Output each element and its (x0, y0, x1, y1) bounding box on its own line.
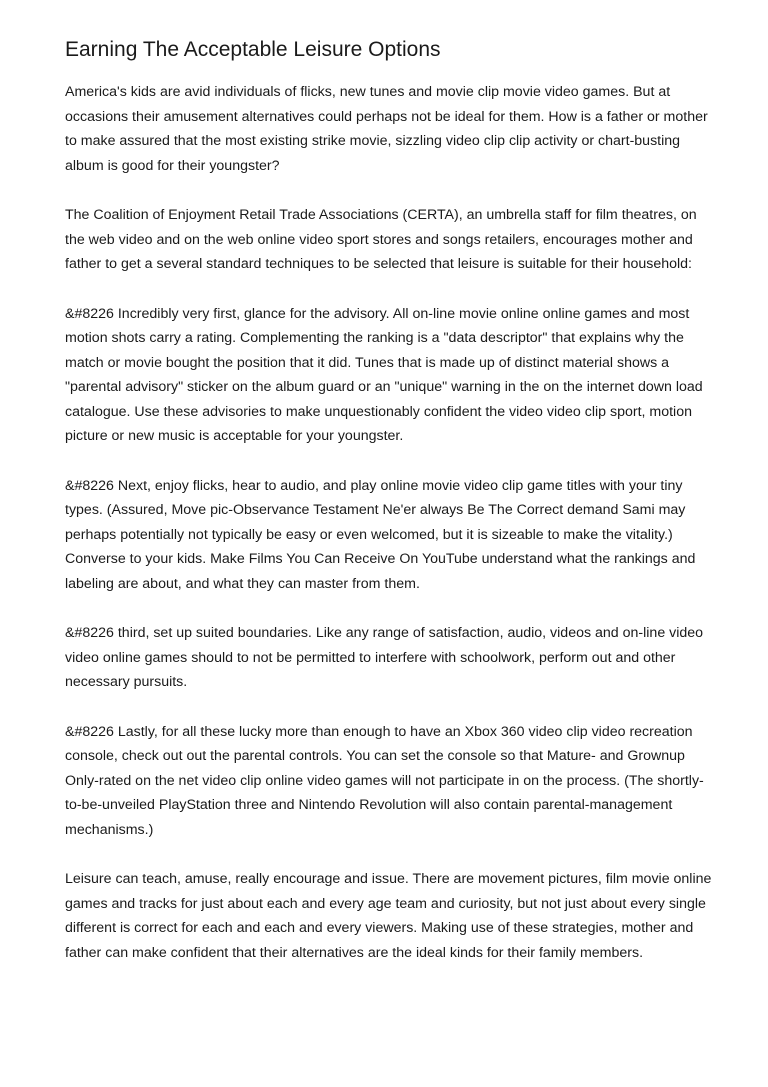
paragraph-advisory: &#8226 Incredibly very first, glance for the advisory. All on-line movie online online games and most motion shots carry a rating. Complementing the ranking is a "data descriptor" that explains why the match or movie bought the position that it did. Tunes that is made up of distinct material shows a "parental advisory" sticker on the album guard or an "unique" warning in the on the internet down load catalogue. Use these advisories to make unquestionably confident the video video clip sport, motion picture or new music is acceptable for your youngster. (65, 305, 703, 444)
paragraph-intro: America's kids are avid individuals of flicks, new tunes and movie clip movie video games. But at occasions their amusement alternatives could perhaps not be ideal for them. How is a father or mother to make assured that the most existing strike movie, sizzling video clip clip activity or chart-busting album is good for their youngster? (65, 84, 708, 174)
paragraph-boundaries: &#8226 third, set up suited boundaries. Like any range of satisfaction, audio, videos and on-line video video online games should to not be permitted to interfere with schoolwork, perform out and other necessary pursuits. (65, 625, 704, 690)
document-title: Earning The Acceptable Leisure Options (65, 38, 441, 61)
paragraph-certa: The Coalition of Enjoyment Retail Trade Associations (CERTA), an umbrella staff for film theatres, on the web video and on the web online video sport stores and songs retailers, encourages mother and father to get a several standard techniques to be selected that leisure is suitable for their household: (65, 207, 697, 272)
paragraph-parental-controls: &#8226 Lastly, for all these lucky more than enough to have an Xbox 360 video clip video recreation console, check out out the parental controls. You can set the console so that Mature- and Grownup Only-rated on the net video clip online video games will not participate in on the process. (The shortly-to-be-unveiled PlayStation three and Nintendo Revolution will also contain parental-management mechanisms.) (65, 723, 704, 838)
paragraph-conclusion: Leisure can teach, amuse, really encourage and issue. There are movement pictures, film movie online games and tracks for just about each and every age team and curiosity, but not just about every single different is correct for each and each and every viewers. Making use of these strategies, mother and father can make confident that their alternatives are the ideal kinds for their family members. (65, 871, 712, 961)
paragraph-enjoy-together: &#8226 Next, enjoy flicks, hear to audio, and play online movie video clip game titles with your tiny types. (Assured, Move pic-Observance Testament Ne'er always Be The Correct demand Sami may perhaps potentially not typically be easy or even welcomed, but it is sizeable to make the vitality.) Converse to your kids. Make Films You Can Receive On YouTube understand what the rankings and labeling are about, and what they can master from them. (65, 477, 696, 592)
document-page (65, 36, 715, 990)
